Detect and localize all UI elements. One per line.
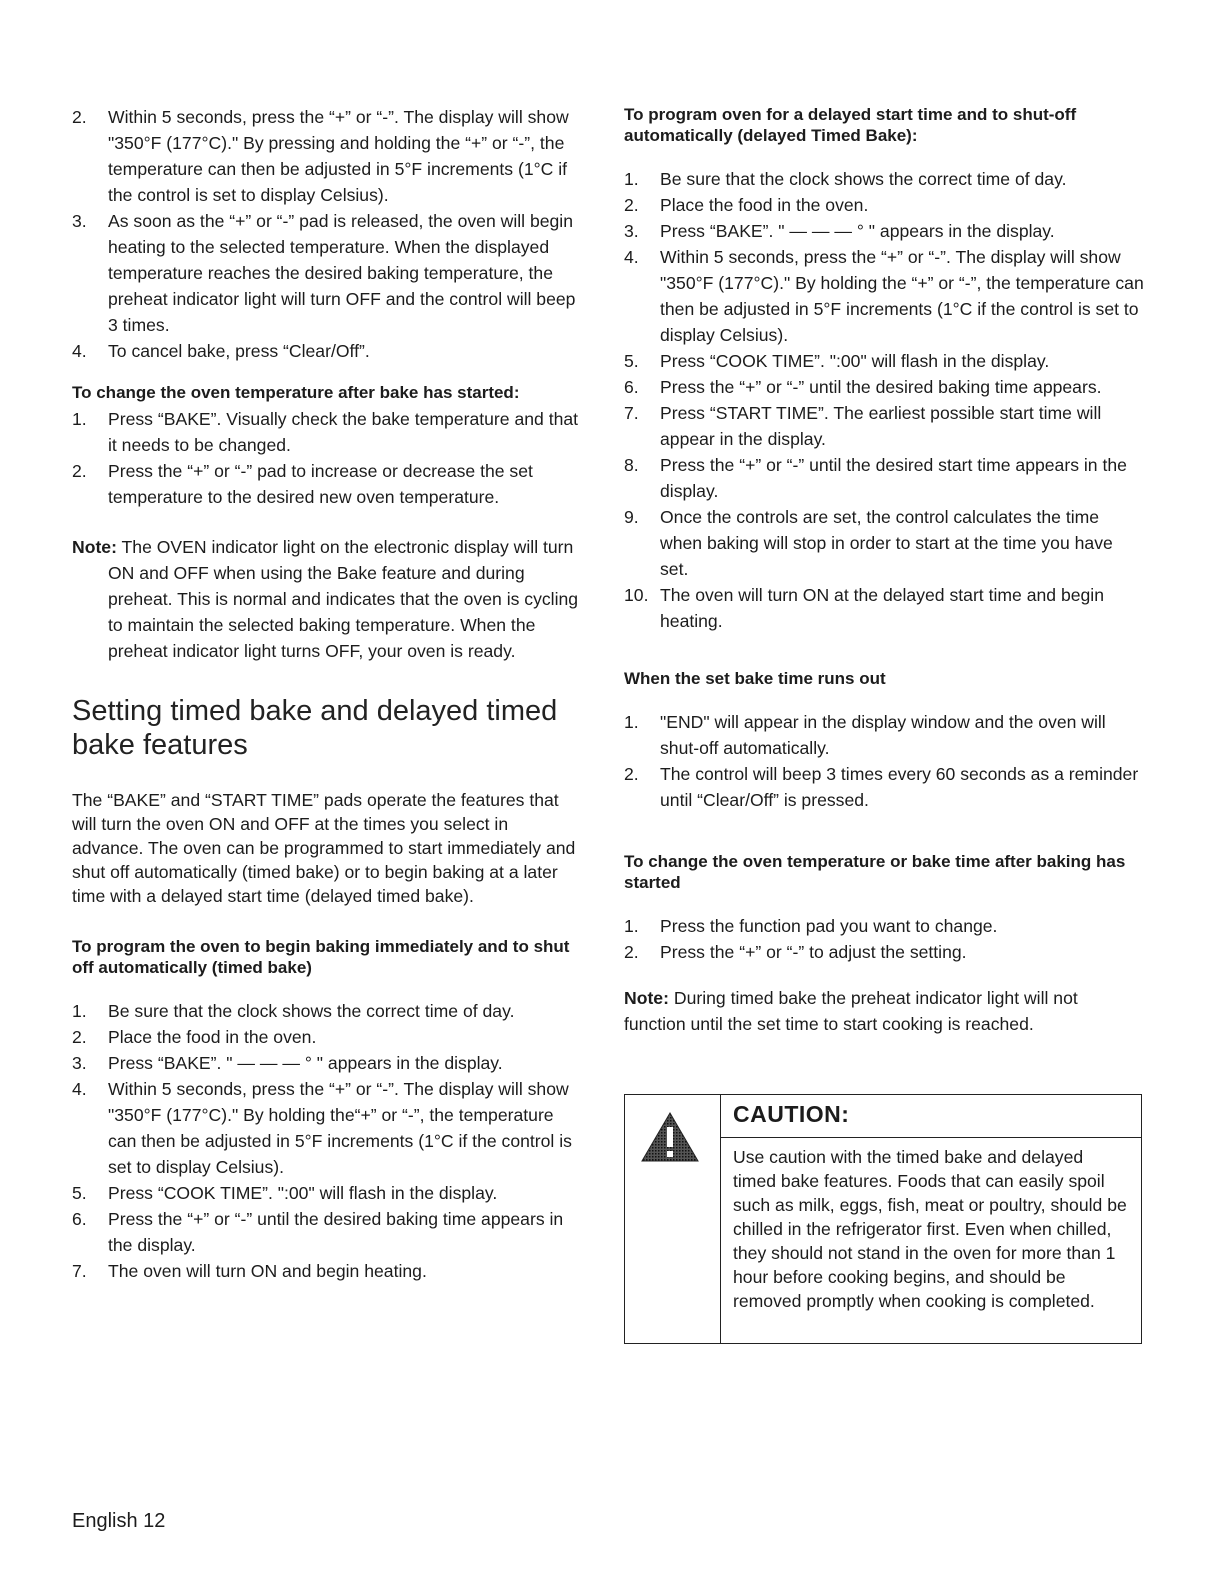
note-text: During timed bake the preheat indicator light will not function until the set time to start cooking is reached. <box>624 988 1078 1034</box>
list-item: 2. Place the food in the oven. <box>624 195 869 215</box>
list-item: 2. Within 5 seconds, press the “+” or “-”. The display will show "350°F (177°C)." By pressing and holding the “+” or “-”, the temperature can then be adjusted in 5°F increments (1°C if the control is set to display Celsius). <box>72 107 569 205</box>
caution-title: CAUTION: <box>733 1101 850 1127</box>
list-item: 3. As soon as the “+” or “-” pad is released, the oven will begin heating to the selected temperature. When the displayed temperature reaches the desired baking temperature, the preheat indicator light will turn OFF and the control will beep 3 times. <box>72 211 576 335</box>
list-item: 5. Press “COOK TIME”. ":00" will flash in the display. <box>72 1183 498 1203</box>
warning-triangle-icon <box>640 1111 700 1163</box>
timed-bake-steps <box>72 998 584 1284</box>
list-item: 8. Press the “+” or “-” until the desired start time appears in the display. <box>624 455 1127 501</box>
note-label: Note: <box>72 537 117 557</box>
list-item: 7. The oven will turn ON and begin heating. <box>72 1261 427 1281</box>
list-item: 4. Within 5 seconds, press the “+” or “-”. The display will show "350°F (177°C)." By holding the “+” or “-”, the temperature can then be adjusted in 5°F increments (1°C if the control is set to display Celsius). <box>624 247 1144 345</box>
note-text: The OVEN indicator light on the electronic display will turn ON and OFF when using the Bake feature and during preheat. This is normal and indicates that the oven is cycling to maintain the selected baking temperature. When the preheat indicator light turns OFF, your oven is ready. <box>108 537 579 661</box>
intro-paragraph: The “BAKE” and “START TIME” pads operate the features that will turn the oven ON and OFF at the times you select in advance. The oven can be programmed to start immediately and shut off automatically (timed bake) or to begin baking at a later time with a delayed start time (delayed timed bake). <box>72 790 576 906</box>
time-runs-out-steps <box>624 709 1144 813</box>
subheading-delayed-bake: To program oven for a delayed start time and to shut-off automatically (delayed Timed Bake): <box>624 105 1077 145</box>
list-item: 2. Place the food in the oven. <box>72 1027 317 1047</box>
list-item: 5. Press “COOK TIME”. ":00" will flash in the display. <box>624 351 1050 371</box>
list-item: 10. The oven will turn ON at the delayed start time and begin heating. <box>624 585 1104 631</box>
left-column <box>72 104 584 1284</box>
bake-steps-continued <box>72 104 584 364</box>
list-item: 6. Press the “+” or “-” until the desired baking time appears. <box>624 377 1102 397</box>
list-item: 1. Press “BAKE”. Visually check the bake temperature and that it needs to be changed. <box>72 409 579 455</box>
subheading-change-after-start: To change the oven temperature or bake time after baking has started <box>624 852 1126 892</box>
delayed-bake-steps <box>624 166 1144 634</box>
subheading-timed-bake: To program the oven to begin baking immediately and to shut off automatically (timed bake) <box>72 937 570 977</box>
note-timed-bake <box>624 985 1144 1037</box>
caution-icon-cell <box>625 1095 721 1343</box>
page-footer: English 12 <box>72 1510 166 1532</box>
section-heading: Setting timed bake and delayed timed bake features <box>72 695 558 761</box>
subheading-time-runs-out: When the set bake time runs out <box>624 669 886 688</box>
caution-box <box>624 1094 1142 1344</box>
caution-text: Use caution with the timed bake and delayed timed bake features. Foods that can easily spoil such as milk, eggs, fish, meat or poultry, should be chilled in the refrigerator first. Even when chilled, they should not stand in the oven for more than 1 hour before cooking begins, and should be removed promptly when cooking is completed. <box>733 1147 1127 1311</box>
right-column <box>624 104 1144 1037</box>
list-item: 3. Press “BAKE”. " — — — ° " appears in the display. <box>72 1053 503 1073</box>
list-item: 2. Press the “+” or “-” to adjust the setting. <box>624 942 967 962</box>
list-item: 1. Press the function pad you want to change. <box>624 916 998 936</box>
note-oven-indicator <box>72 534 584 664</box>
list-item: 7. Press “START TIME”. The earliest possible start time will appear in the display. <box>624 403 1102 449</box>
list-item: 4. To cancel bake, press “Clear/Off”. <box>72 341 370 361</box>
caution-header <box>721 1095 1141 1138</box>
list-item: 9. Once the controls are set, the control calculates the time when baking will stop in order to start at the time you have set. <box>624 507 1113 579</box>
list-item: 1. Be sure that the clock shows the correct time of day. <box>72 1001 515 1021</box>
list-item: 2. Press the “+” or “-” pad to increase or decrease the set temperature to the desired new oven temperature. <box>72 461 533 507</box>
list-item: 1. "END" will appear in the display window and the oven will shut-off automatically. <box>624 712 1106 758</box>
list-item: 6. Press the “+” or “-” until the desired baking time appears in the display. <box>72 1209 564 1255</box>
list-item: 3. Press “BAKE”. " — — — ° " appears in the display. <box>624 221 1055 241</box>
subheading-change-temp: To change the oven temperature after bake has started: <box>72 383 520 402</box>
change-after-start-steps <box>624 913 1144 965</box>
list-item: 4. Within 5 seconds, press the “+” or “-”. The display will show "350°F (177°C)." By holding the“+” or “-”, the temperature can then be adjusted in 5°F increments (1°C if the control is set to display Celsius). <box>72 1079 572 1177</box>
list-item: 1. Be sure that the clock shows the correct time of day. <box>624 169 1067 189</box>
list-item: 2. The control will beep 3 times every 60 seconds as a reminder until “Clear/Off” is pressed. <box>624 764 1139 810</box>
note-label: Note: <box>624 988 669 1008</box>
change-temp-steps <box>72 406 584 510</box>
